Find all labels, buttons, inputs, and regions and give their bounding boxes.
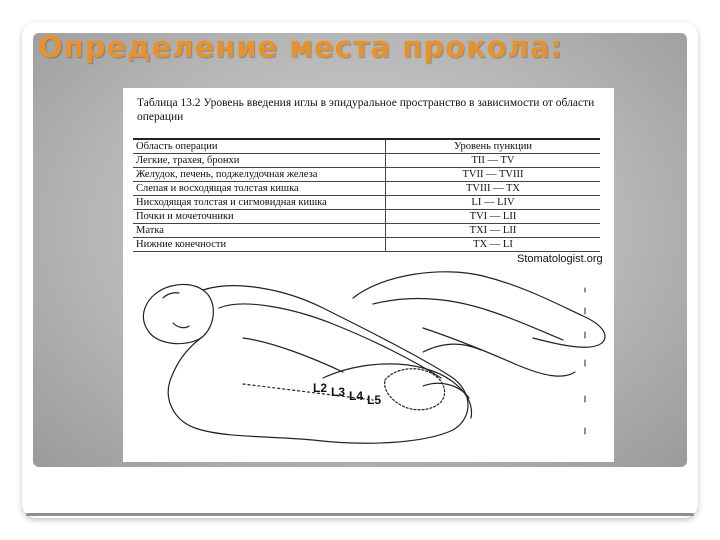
table-header-row: [133, 139, 600, 154]
header-level: Уровень пункции: [386, 139, 601, 154]
table-caption: Таблица 13.2 Уровень введения иглы в эпидуральное пространство в зависимости от области операции: [137, 97, 595, 123]
row-level: TVII — TVIII: [386, 168, 601, 182]
row-area: Желудок, печень, поджелудочная железа: [133, 168, 386, 182]
vertebra-label-l3: L3: [331, 385, 346, 399]
vertebra-label-l5: L5: [367, 393, 382, 407]
row-area: Нижние конечности: [133, 238, 386, 252]
row-level: LI — LIV: [386, 196, 601, 210]
table-row: [133, 238, 600, 252]
row-level: TII — TV: [386, 154, 601, 168]
row-area: Нисходящая толстая и сигмовидная кишка: [133, 196, 386, 210]
table-row: [133, 154, 600, 168]
slide-title: Определение места прокола:: [38, 30, 564, 64]
row-level: TVI — LII: [386, 210, 601, 224]
table-row: [133, 210, 600, 224]
row-area: Легкие, трахея, бронхи: [133, 154, 386, 168]
row-area: Почки и мочеточники: [133, 210, 386, 224]
patient-position-illustration: [123, 268, 614, 462]
vertebra-label-l4: L4: [349, 389, 364, 403]
row-level: TX — LI: [386, 238, 601, 252]
vertebra-label-l2: L2: [313, 381, 328, 395]
puncture-figure: [123, 88, 614, 462]
table-row: [133, 196, 600, 210]
row-area: Слепая и восходящая толстая кишка: [133, 182, 386, 196]
row-area: Матка: [133, 224, 386, 238]
row-level: TXI — LII: [386, 224, 601, 238]
row-level: TVIII — TX: [386, 182, 601, 196]
header-area: Область операции: [133, 139, 386, 154]
puncture-level-table: [133, 138, 600, 252]
watermark: Stomatologist.org: [517, 253, 603, 265]
patient-legs: [353, 272, 605, 347]
table-row: [133, 168, 600, 182]
bottom-divider: [26, 513, 694, 516]
table-row: [133, 224, 600, 238]
table-row: [133, 182, 600, 196]
